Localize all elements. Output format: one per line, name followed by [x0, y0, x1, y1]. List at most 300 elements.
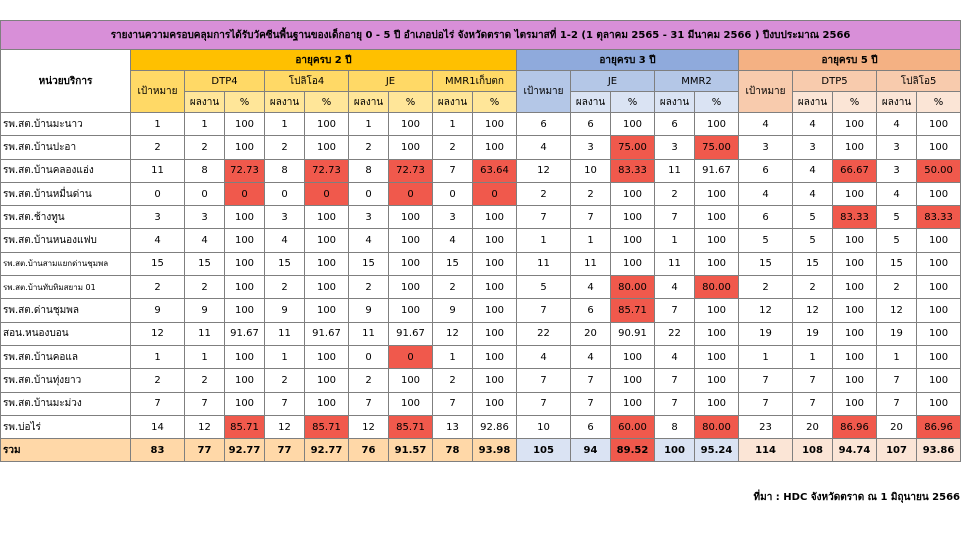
percent-cell: 0 [389, 345, 433, 368]
percent-cell: 80.00 [695, 276, 739, 299]
percent-cell: 100 [473, 392, 517, 415]
unit-header: หน่วยบริการ [1, 50, 131, 113]
count-cell: 1 [349, 113, 389, 136]
count-cell: 7 [433, 159, 473, 182]
percent-cell: 100 [389, 229, 433, 252]
percent-cell: 100 [225, 276, 265, 299]
target-header-age5: เป้าหมาย [739, 71, 793, 113]
percent-cell: 91.67 [695, 159, 739, 182]
count-cell: 2 [185, 136, 225, 159]
count-cell: 1 [517, 229, 571, 252]
count-cell: 3 [433, 206, 473, 229]
table-row [1, 136, 961, 159]
result-header: ผลงาน [185, 92, 225, 113]
count-cell: 2 [131, 369, 185, 392]
percent-cell: 100 [473, 252, 517, 275]
percent-cell: 100 [473, 229, 517, 252]
percent-cell: 86.96 [833, 415, 877, 438]
percent-cell: 100 [917, 252, 961, 275]
age5-header: อายุครบ 5 ปี [739, 50, 961, 71]
percent-cell: 83.33 [917, 206, 961, 229]
count-cell: 7 [739, 369, 793, 392]
count-cell: 1 [793, 345, 833, 368]
percent-cell: 0 [473, 182, 517, 205]
percent-cell: 100 [305, 392, 349, 415]
result-header: ผลงาน [877, 92, 917, 113]
count-cell: 3 [655, 136, 695, 159]
percent-cell: 100 [225, 345, 265, 368]
pct-header: % [917, 92, 961, 113]
count-cell: 8 [265, 159, 305, 182]
count-cell: 12 [433, 322, 473, 345]
opv5-header: โปลิโอ5 [877, 71, 961, 92]
table-row [1, 276, 961, 299]
count-cell: 7 [349, 392, 389, 415]
percent-cell: 100 [611, 206, 655, 229]
count-cell: 107 [877, 439, 917, 462]
percent-cell: 85.71 [611, 299, 655, 322]
count-cell: 19 [793, 322, 833, 345]
pct-header: % [611, 92, 655, 113]
count-cell: 3 [131, 206, 185, 229]
percent-cell: 100 [833, 299, 877, 322]
count-cell: 5 [517, 276, 571, 299]
count-cell: 10 [571, 159, 611, 182]
percent-cell: 0 [389, 182, 433, 205]
count-cell: 114 [739, 439, 793, 462]
percent-cell: 100 [833, 229, 877, 252]
count-cell: 0 [265, 182, 305, 205]
percent-cell: 100 [611, 252, 655, 275]
count-cell: 2 [571, 182, 611, 205]
count-cell: 7 [571, 369, 611, 392]
count-cell: 7 [517, 369, 571, 392]
percent-cell: 100 [833, 392, 877, 415]
percent-cell: 100 [389, 252, 433, 275]
count-cell: 19 [877, 322, 917, 345]
pct-header: % [473, 92, 517, 113]
mmr2-header: MMR2 [655, 71, 739, 92]
table-row [1, 299, 961, 322]
count-cell: 11 [655, 159, 695, 182]
dtp5-header: DTP5 [793, 71, 877, 92]
table-row [1, 322, 961, 345]
count-cell: 0 [131, 182, 185, 205]
count-cell: 0 [349, 182, 389, 205]
count-cell: 4 [877, 113, 917, 136]
count-cell: 0 [185, 182, 225, 205]
percent-cell: 100 [473, 369, 517, 392]
count-cell: 11 [349, 322, 389, 345]
count-cell: 22 [517, 322, 571, 345]
count-cell: 6 [655, 113, 695, 136]
count-cell: 7 [265, 392, 305, 415]
count-cell: 12 [131, 322, 185, 345]
count-cell: 4 [655, 276, 695, 299]
unit-name: รพ.สต.บ้านหมื่นด่าน [1, 182, 131, 205]
count-cell: 8 [655, 415, 695, 438]
result-header: ผลงาน [265, 92, 305, 113]
percent-cell: 0 [305, 182, 349, 205]
count-cell: 6 [571, 415, 611, 438]
percent-cell: 63.64 [473, 159, 517, 182]
count-cell: 2 [131, 276, 185, 299]
count-cell: 7 [655, 299, 695, 322]
table-row [1, 159, 961, 182]
percent-cell: 100 [611, 369, 655, 392]
count-cell: 4 [517, 345, 571, 368]
count-cell: 15 [131, 252, 185, 275]
percent-cell: 100 [389, 113, 433, 136]
unit-name: รพ.สต.ด่านชุมพล [1, 299, 131, 322]
percent-cell: 100 [833, 252, 877, 275]
percent-cell: 100 [473, 345, 517, 368]
percent-cell: 100 [305, 345, 349, 368]
count-cell: 7 [571, 392, 611, 415]
percent-cell: 83.33 [611, 159, 655, 182]
result-header: ผลงาน [571, 92, 611, 113]
count-cell: 7 [655, 369, 695, 392]
count-cell: 4 [349, 229, 389, 252]
count-cell: 5 [793, 229, 833, 252]
unit-name: รพ.สต.บ้านปะอา [1, 136, 131, 159]
percent-cell: 100 [389, 299, 433, 322]
unit-name: สอน.หนองบอน [1, 322, 131, 345]
percent-cell: 100 [611, 392, 655, 415]
count-cell: 7 [655, 392, 695, 415]
count-cell: 5 [877, 206, 917, 229]
unit-name: รพ.สต.บ้านมะม่วง [1, 392, 131, 415]
count-cell: 3 [877, 136, 917, 159]
count-cell: 1 [265, 113, 305, 136]
percent-cell: 100 [695, 392, 739, 415]
table-row [1, 229, 961, 252]
count-cell: 1 [131, 345, 185, 368]
count-cell: 1 [131, 113, 185, 136]
count-cell: 9 [131, 299, 185, 322]
percent-cell: 92.86 [473, 415, 517, 438]
percent-cell: 100 [389, 392, 433, 415]
count-cell: 1 [433, 345, 473, 368]
count-cell: 9 [433, 299, 473, 322]
count-cell: 22 [655, 322, 695, 345]
count-cell: 4 [265, 229, 305, 252]
count-cell: 15 [185, 252, 225, 275]
je-header-age3: JE [571, 71, 655, 92]
table-row [1, 369, 961, 392]
count-cell: 94 [571, 439, 611, 462]
count-cell: 7 [433, 392, 473, 415]
count-cell: 4 [793, 159, 833, 182]
count-cell: 83 [131, 439, 185, 462]
count-cell: 4 [655, 345, 695, 368]
percent-cell: 0 [225, 182, 265, 205]
count-cell: 3 [349, 206, 389, 229]
count-cell: 3 [793, 136, 833, 159]
count-cell: 3 [265, 206, 305, 229]
target-header-age2: เป้าหมาย [131, 71, 185, 113]
table-row [1, 392, 961, 415]
percent-cell: 100 [833, 369, 877, 392]
je-header-age2: JE [349, 71, 433, 92]
count-cell: 12 [185, 415, 225, 438]
count-cell: 4 [185, 229, 225, 252]
count-cell: 7 [517, 299, 571, 322]
count-cell: 11 [517, 252, 571, 275]
count-cell: 6 [739, 206, 793, 229]
percent-cell: 100 [473, 299, 517, 322]
count-cell: 0 [433, 182, 473, 205]
count-cell: 9 [349, 299, 389, 322]
percent-cell: 100 [695, 182, 739, 205]
count-cell: 6 [739, 159, 793, 182]
count-cell: 7 [739, 392, 793, 415]
percent-cell: 72.73 [305, 159, 349, 182]
count-cell: 15 [793, 252, 833, 275]
count-cell: 11 [571, 252, 611, 275]
percent-cell: 100 [695, 252, 739, 275]
percent-cell: 100 [305, 299, 349, 322]
dtp4-header: DTP4 [185, 71, 265, 92]
count-cell: 15 [349, 252, 389, 275]
count-cell: 100 [655, 439, 695, 462]
count-cell: 2 [349, 136, 389, 159]
percent-cell: 100 [611, 113, 655, 136]
percent-cell: 100 [833, 276, 877, 299]
count-cell: 3 [877, 159, 917, 182]
percent-cell: 60.00 [611, 415, 655, 438]
percent-cell: 100 [225, 369, 265, 392]
count-cell: 20 [571, 322, 611, 345]
data-source-note: ที่มา : HDC จังหวัดตราด ณ 1 มิถุนายน 2566 [753, 492, 960, 503]
count-cell: 10 [517, 415, 571, 438]
percent-cell: 93.98 [473, 439, 517, 462]
count-cell: 4 [793, 113, 833, 136]
count-cell: 76 [349, 439, 389, 462]
count-cell: 4 [433, 229, 473, 252]
pct-header: % [695, 92, 739, 113]
count-cell: 15 [265, 252, 305, 275]
count-cell: 20 [877, 415, 917, 438]
percent-cell: 100 [225, 252, 265, 275]
percent-cell: 100 [695, 206, 739, 229]
report-title: รายงานความครอบคลุมการได้รับวัคซีนพื้นฐานของเด็กอายุ 0 - 5 ปี อำเภอบ่อไร่ จังหวัดตราด ไตรมาสที่ 1-2 (1 ตุลาคม 2565 - 31 มีนาคม 2566 ) ปีงบประมาณ 2566 [1, 21, 961, 50]
count-cell: 4 [571, 276, 611, 299]
percent-cell: 100 [305, 229, 349, 252]
count-cell: 7 [185, 392, 225, 415]
percent-cell: 100 [917, 276, 961, 299]
unit-name: รพ.สต.บ้านสามแยกด่านชุมพล [1, 252, 131, 275]
percent-cell: 100 [225, 229, 265, 252]
count-cell: 9 [185, 299, 225, 322]
count-cell: 15 [877, 252, 917, 275]
percent-cell: 72.73 [225, 159, 265, 182]
table-row [1, 182, 961, 205]
count-cell: 0 [349, 345, 389, 368]
count-cell: 2 [131, 136, 185, 159]
count-cell: 9 [265, 299, 305, 322]
unit-name: รพ.สต.บ้านมะนาว [1, 113, 131, 136]
count-cell: 2 [739, 276, 793, 299]
percent-cell: 100 [389, 206, 433, 229]
count-cell: 15 [433, 252, 473, 275]
opv4-header: โปลิโอ4 [265, 71, 349, 92]
percent-cell: 100 [695, 229, 739, 252]
count-cell: 5 [793, 206, 833, 229]
count-cell: 7 [517, 206, 571, 229]
percent-cell: 89.52 [611, 439, 655, 462]
percent-cell: 100 [389, 136, 433, 159]
count-cell: 2 [877, 276, 917, 299]
count-cell: 8 [185, 159, 225, 182]
percent-cell: 100 [833, 322, 877, 345]
percent-cell: 100 [305, 252, 349, 275]
count-cell: 1 [877, 345, 917, 368]
count-cell: 1 [571, 229, 611, 252]
percent-cell: 100 [389, 276, 433, 299]
count-cell: 1 [739, 345, 793, 368]
unit-name: รพ.สต.บ้านคลองแอ่ง [1, 159, 131, 182]
count-cell: 3 [739, 136, 793, 159]
percent-cell: 100 [225, 392, 265, 415]
total-label: รวม [1, 439, 131, 462]
count-cell: 2 [433, 136, 473, 159]
target-header-age3: เป้าหมาย [517, 71, 571, 113]
percent-cell: 100 [473, 113, 517, 136]
count-cell: 1 [185, 345, 225, 368]
count-cell: 7 [571, 206, 611, 229]
percent-cell: 95.24 [695, 439, 739, 462]
percent-cell: 72.73 [389, 159, 433, 182]
count-cell: 1 [185, 113, 225, 136]
count-cell: 8 [349, 159, 389, 182]
percent-cell: 80.00 [611, 276, 655, 299]
percent-cell: 100 [305, 113, 349, 136]
count-cell: 1 [265, 345, 305, 368]
table-row [1, 113, 961, 136]
percent-cell: 85.71 [305, 415, 349, 438]
count-cell: 2 [265, 369, 305, 392]
percent-cell: 100 [305, 276, 349, 299]
percent-cell: 75.00 [611, 136, 655, 159]
count-cell: 3 [185, 206, 225, 229]
unit-name: รพ.สต.ช้างทูน [1, 206, 131, 229]
count-cell: 7 [655, 206, 695, 229]
count-cell: 7 [877, 392, 917, 415]
percent-cell: 100 [611, 229, 655, 252]
count-cell: 12 [349, 415, 389, 438]
percent-cell: 100 [833, 113, 877, 136]
percent-cell: 100 [917, 322, 961, 345]
count-cell: 11 [185, 322, 225, 345]
count-cell: 2 [433, 369, 473, 392]
result-header: ผลงาน [655, 92, 695, 113]
percent-cell: 91.67 [305, 322, 349, 345]
count-cell: 5 [877, 229, 917, 252]
percent-cell: 91.67 [389, 322, 433, 345]
count-cell: 11 [655, 252, 695, 275]
count-cell: 77 [265, 439, 305, 462]
count-cell: 4 [517, 136, 571, 159]
percent-cell: 92.77 [225, 439, 265, 462]
percent-cell: 100 [225, 206, 265, 229]
count-cell: 4 [739, 182, 793, 205]
count-cell: 7 [793, 369, 833, 392]
percent-cell: 100 [917, 392, 961, 415]
table-row [1, 252, 961, 275]
count-cell: 13 [433, 415, 473, 438]
percent-cell: 100 [473, 276, 517, 299]
pct-header: % [833, 92, 877, 113]
percent-cell: 100 [833, 182, 877, 205]
percent-cell: 91.67 [225, 322, 265, 345]
percent-cell: 83.33 [833, 206, 877, 229]
count-cell: 2 [349, 369, 389, 392]
percent-cell: 100 [695, 113, 739, 136]
vaccine-coverage-table [0, 20, 961, 462]
unit-name: รพ.สต.บ้านคอแล [1, 345, 131, 368]
percent-cell: 100 [917, 345, 961, 368]
result-header: ผลงาน [433, 92, 473, 113]
count-cell: 4 [793, 182, 833, 205]
count-cell: 6 [517, 113, 571, 136]
percent-cell: 80.00 [695, 415, 739, 438]
percent-cell: 86.96 [917, 415, 961, 438]
count-cell: 12 [739, 299, 793, 322]
percent-cell: 100 [305, 136, 349, 159]
count-cell: 78 [433, 439, 473, 462]
age2-header: อายุครบ 2 ปี [131, 50, 517, 71]
percent-cell: 100 [225, 136, 265, 159]
count-cell: 6 [571, 299, 611, 322]
percent-cell: 50.00 [917, 159, 961, 182]
percent-cell: 92.77 [305, 439, 349, 462]
coverage-report [0, 20, 960, 462]
count-cell: 3 [571, 136, 611, 159]
count-cell: 7 [517, 392, 571, 415]
count-cell: 1 [655, 229, 695, 252]
count-cell: 12 [877, 299, 917, 322]
count-cell: 14 [131, 415, 185, 438]
unit-name: รพ.บ่อไร่ [1, 415, 131, 438]
table-row [1, 345, 961, 368]
table-row [1, 415, 961, 438]
percent-cell: 100 [473, 136, 517, 159]
count-cell: 2 [265, 136, 305, 159]
percent-cell: 94.74 [833, 439, 877, 462]
count-cell: 2 [349, 276, 389, 299]
count-cell: 77 [185, 439, 225, 462]
count-cell: 15 [739, 252, 793, 275]
percent-cell: 100 [917, 229, 961, 252]
count-cell: 105 [517, 439, 571, 462]
percent-cell: 100 [695, 299, 739, 322]
result-header: ผลงาน [349, 92, 389, 113]
percent-cell: 100 [833, 136, 877, 159]
percent-cell: 100 [695, 345, 739, 368]
pct-header: % [305, 92, 349, 113]
count-cell: 2 [185, 369, 225, 392]
percent-cell: 100 [695, 322, 739, 345]
count-cell: 4 [877, 182, 917, 205]
pct-header: % [225, 92, 265, 113]
percent-cell: 100 [305, 369, 349, 392]
count-cell: 12 [793, 299, 833, 322]
table-row [1, 206, 961, 229]
unit-name: รพ.สต.บ้านทุ่งยาว [1, 369, 131, 392]
count-cell: 108 [793, 439, 833, 462]
percent-cell: 100 [389, 369, 433, 392]
